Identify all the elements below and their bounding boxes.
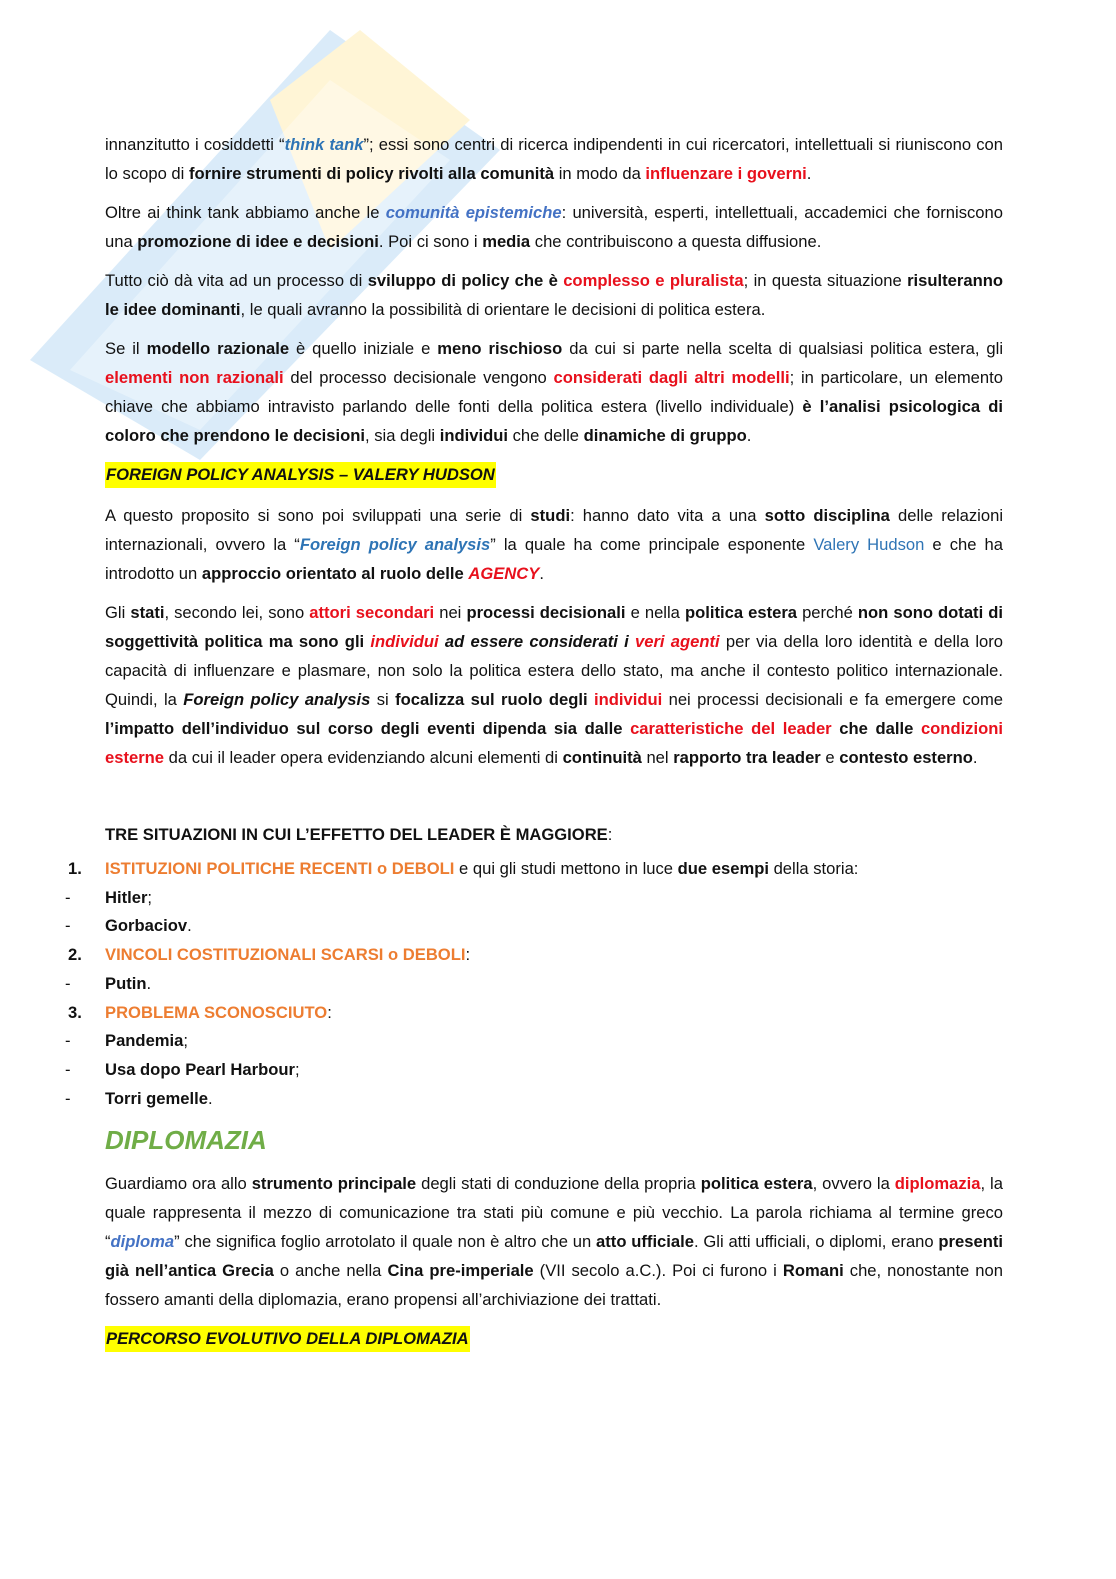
emphasized-text: Gorbaciov (105, 916, 188, 936)
emphasized-text: l’impatto dell’individuo sul corso degli eventi dipenda sia dalle (105, 719, 631, 738)
emphasized-text: considerati dagli altri modelli (553, 368, 790, 387)
list-item-text (105, 888, 152, 907)
list-number-marker: 3. (68, 1002, 82, 1022)
emphasized-text: dinamiche di gruppo (583, 426, 747, 445)
emphasized-text: politica estera (700, 1174, 813, 1194)
text-run: . Gli atti ufficiali, o diplomi, erano (693, 1232, 939, 1252)
list-number-marker: 2. (68, 945, 82, 965)
text-run: in modo da (554, 164, 646, 183)
text-run: : hanno dato vita a una (570, 506, 765, 525)
text-run: innanzitutto i cosiddetti “ (105, 135, 285, 154)
text-run: nel (641, 748, 674, 767)
text-run: o anche nella (273, 1261, 388, 1281)
text-run: (VII secolo a.C.). Poi ci furono i (533, 1261, 783, 1281)
list-item-text (105, 859, 858, 878)
list-item-text (105, 974, 151, 993)
text-run: Gli (105, 603, 131, 622)
bullet-list-item (65, 1085, 1003, 1114)
list-item-text (105, 945, 470, 964)
emphasized-text: studi (530, 506, 571, 525)
text-run: della storia: (768, 859, 859, 878)
emphasized-text: risulteranno le idee dominanti (105, 271, 1003, 319)
emphasized-text: due esempi (677, 859, 769, 878)
text-run: ; (294, 1059, 300, 1079)
text-run: nei processi decisionali e fa emergere come (662, 690, 1003, 709)
numbered-list-item (68, 941, 1003, 970)
text-run: ; (183, 1031, 189, 1051)
list-item-text (105, 1060, 300, 1079)
emphasized-text: atto ufficiale (596, 1232, 694, 1252)
emphasized-text: think tank (284, 135, 364, 154)
emphasized-text: Valery Hudson (813, 535, 925, 554)
text-run: degli stati di conduzione della propria (416, 1174, 701, 1194)
emphasized-text: diploma (110, 1232, 175, 1252)
text-run: perché (797, 603, 858, 622)
emphasized-text: sotto disciplina (764, 506, 890, 525)
emphasized-text: promozione di idee e decisioni (137, 232, 379, 251)
section-title-diplomazia: DIPLOMAZIA (105, 1125, 267, 1156)
numbered-list-item (68, 999, 1003, 1028)
emphasized-text: caratteristiche del leader (630, 719, 832, 738)
emphasized-text: Hitler (105, 887, 148, 907)
paragraph-fpa-intro (105, 501, 1003, 588)
list-item-text (105, 1031, 188, 1050)
dash-bullet-icon: - (65, 973, 71, 993)
text-run: nei (434, 603, 467, 622)
text-run: . (187, 916, 192, 936)
text-run: , secondo lei, sono (164, 603, 310, 622)
highlighted-heading-text: FOREIGN POLICY ANALYSIS – VALERY HUDSON (105, 462, 496, 488)
text-run: ; in particolare, un elemento chiave che abbiamo intravisto parlando delle fonti della politica estera (livello individuale) (105, 368, 1003, 416)
emphasized-text: focalizza sul ruolo degli (395, 690, 594, 709)
paragraph-sviluppo-policy (105, 266, 1003, 324)
dash-bullet-icon: - (65, 887, 71, 907)
text-run: . (146, 973, 152, 993)
heading-foreign-policy-analysis (105, 460, 1003, 489)
emphasized-text: è l’analisi psicologica di coloro che prendono le decisioni (105, 397, 1003, 445)
emphasized-text: individui (439, 426, 508, 445)
document-page (65, 130, 1004, 1365)
emphasized-text: media (482, 232, 531, 251)
text-run: . (207, 1088, 213, 1108)
text-run: è quello iniziale e (289, 339, 438, 358)
text-run: si (370, 690, 396, 709)
emphasized-text: approccio orientato al ruolo delle (201, 564, 469, 583)
emphasized-text: comunità epistemiche (385, 203, 562, 222)
text-run: ” che significa foglio arrotolato il quale non è altro che un (174, 1232, 597, 1252)
text-run: che delle (507, 426, 584, 445)
text-run: Tutto ciò dà vita ad un processo di (105, 271, 368, 290)
emphasized-text: Foreign policy analysis (183, 690, 371, 709)
paragraph-diplomazia (105, 1169, 1003, 1314)
emphasized-text: diplomazia (894, 1174, 981, 1194)
emphasized-text: strumento principale (251, 1174, 417, 1194)
emphasized-text: VINCOLI COSTITUZIONALI SCARSI o DEBOLI (105, 945, 466, 965)
text-run: A questo proposito si sono poi sviluppati una serie di (105, 506, 531, 525)
text-run: che contribuiscono a questa diffusione. (530, 232, 822, 251)
emphasized-text: condizioni esterne (105, 719, 1003, 767)
text-run: per via della loro identità e della loro capacità di influenzare e plasmare, non solo la politica estera dello stato, ma anche il contesto politico internazionale. Quindi, la (105, 632, 1003, 709)
emphasized-text: rapporto tra leader (673, 748, 821, 767)
emphasized-text: Romani (782, 1261, 844, 1281)
text-run: , le quali avranno la possibilità di orientare le decisioni di politica estera. (240, 300, 766, 319)
text-run: e nella (625, 603, 685, 622)
emphasized-text: ISTITUZIONI POLITICHE RECENTI o DEBOLI (105, 859, 455, 878)
text-run: : (327, 1002, 332, 1022)
emphasized-text: sviluppo di policy che è (367, 271, 564, 290)
dash-bullet-icon: - (65, 1059, 71, 1079)
text-run: e (820, 748, 840, 767)
emphasized-text: attori secondari (309, 603, 435, 622)
emphasized-text: Pandemia (105, 1031, 184, 1051)
text-run: Guardiamo ora allo (105, 1174, 252, 1194)
paragraph-stati-attori (105, 598, 1003, 772)
text-run: ; in questa situazione (743, 271, 908, 290)
text-run: ; (147, 887, 153, 907)
emphasized-text: processi decisionali (466, 603, 626, 622)
emphasized-text: che dalle (831, 719, 921, 738)
situations-list (65, 855, 1003, 1113)
emphasized-text: presenti già nell’antica Grecia (105, 1232, 1003, 1281)
dash-bullet-icon: - (65, 1088, 71, 1108)
emphasized-text: veri agenti (634, 632, 720, 651)
bullet-list-item (65, 912, 1003, 941)
text-run: e qui gli studi mettono in luce (454, 859, 678, 878)
situations-title-text: TRE SITUAZIONI IN CUI L’EFFETTO DEL LEADER È MAGGIORE (105, 825, 608, 844)
bullet-list-item (65, 970, 1003, 999)
emphasized-text: Torri gemelle (105, 1088, 208, 1108)
list-number-marker: 1. (68, 859, 82, 878)
emphasized-text: stati (130, 603, 165, 622)
emphasized-text: Usa dopo Pearl Harbour (105, 1059, 295, 1079)
text-run: . Poi ci sono i (378, 232, 483, 251)
text-run: da cui il leader opera evidenziando alcuni elementi di (164, 748, 563, 767)
emphasized-text: individui (370, 632, 439, 651)
heading-percorso-evolutivo (105, 1324, 1003, 1353)
spacer (105, 782, 1003, 820)
list-item-text (105, 1089, 213, 1108)
dash-bullet-icon: - (65, 1031, 71, 1051)
emphasized-text: modello razionale (146, 339, 290, 358)
list-item-text (105, 916, 192, 935)
text-run: del processo decisionale vengono (283, 368, 554, 387)
emphasized-text: PROBLEMA SCONOSCIUTO (105, 1002, 328, 1022)
emphasized-text: AGENCY (468, 564, 540, 583)
text-run: . (806, 164, 812, 183)
text-run: : università, esperti, intellettuali, accademici che forniscono una (105, 203, 1003, 251)
emphasized-text: elementi non razionali (105, 368, 284, 387)
bullet-list-item (65, 1056, 1003, 1085)
bullet-list-item (65, 1027, 1003, 1056)
text-run: delle relazioni internazionali, ovvero la “ (105, 506, 1004, 554)
text-run: . (539, 564, 544, 583)
situations-title-colon: : (607, 825, 613, 844)
text-run: che, nonostante non fossero amanti della diplomazia, erano propensi all’archiviazione dei trattati. (105, 1261, 1003, 1310)
emphasized-text: individui (594, 690, 663, 709)
text-run: : (465, 945, 471, 965)
situations-title (105, 820, 1003, 849)
text-run: , sia degli (365, 426, 440, 445)
text-run: . (746, 426, 752, 445)
emphasized-text: influenzare i governi (645, 164, 807, 183)
numbered-list-item (68, 855, 1003, 884)
paragraph-think-tank (105, 130, 1003, 188)
list-item-text (105, 1003, 332, 1022)
text-run: Oltre ai think tank abbiamo anche le (105, 203, 386, 222)
emphasized-text: non sono dotati di soggettività politica ma sono gli (105, 603, 1003, 651)
emphasized-text: continuità (562, 748, 642, 767)
text-run: . (972, 748, 978, 767)
text-run: da cui si parte nella scelta di qualsiasi politica estera, gli (562, 339, 1004, 358)
paragraph-comunita-epistemiche (105, 198, 1003, 256)
text-run: , ovvero la (812, 1174, 895, 1194)
dash-bullet-icon: - (65, 916, 71, 936)
text-run: ”; essi sono centri di ricerca indipendenti in cui ricercatori, intellettuali si riuniscono con lo scopo di (105, 135, 1003, 183)
emphasized-text: politica estera (684, 603, 798, 622)
emphasized-text: contesto esterno (839, 748, 973, 767)
emphasized-text: fornire strumenti di policy rivolti alla comunità (188, 164, 555, 183)
emphasized-text: Cina pre-imperiale (387, 1261, 534, 1281)
emphasized-text: Foreign policy analysis (299, 535, 491, 554)
emphasized-text: complesso e pluralista (563, 271, 744, 290)
text-run: ” la quale ha come principale esponente (490, 535, 814, 554)
bullet-list-item (65, 884, 1003, 913)
paragraph-modello-razionale (105, 334, 1003, 450)
text-run: , la quale rappresenta il mezzo di comunicazione tra stati più comune e più vecchio. La parola richiama al termine greco “ (105, 1174, 1003, 1252)
emphasized-text: Putin (105, 973, 147, 993)
emphasized-text: ad essere considerati i (438, 632, 635, 651)
text-run: e che ha introdotto un (105, 535, 1004, 583)
highlighted-heading-text: PERCORSO EVOLUTIVO DELLA DIPLOMAZIA (105, 1326, 470, 1352)
text-run: Se il (105, 339, 147, 358)
emphasized-text: meno rischioso (437, 339, 563, 358)
